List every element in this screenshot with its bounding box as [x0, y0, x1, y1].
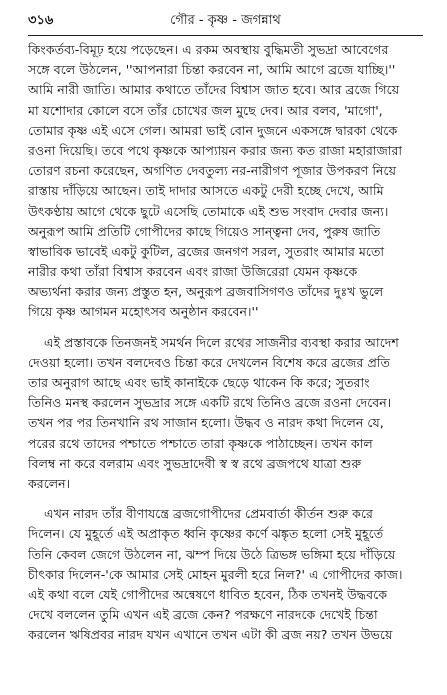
text-line: রাস্তায় দাঁড়িয়ে আছেন। তাই দাদার আসতে একটু দেরী হচ্ছে দেখে, আমি: [28, 183, 384, 199]
page-header: [28, 11, 423, 33]
text-line: পরের রথে তাদের পশ্চাতে পশ্চাতে তারা কৃষ্ণকে পাঠাচ্ছেন। তখন কাল: [28, 435, 373, 451]
text-line: তার অনুরাগ আছে এবং ভাই কানাইকে ছেড়ে থাকেন কি করে; সুতরাং: [28, 375, 370, 390]
text-line: এই কথা বলে যেই গোপীদের অন্বেষণে ধাবিত হবেন, ঠিক তখনই উদ্ধবকে: [28, 586, 388, 602]
text-line: তিনি কেবল জেগে উঠলেন না, ঝম্প দিয়ে উঠে ত্রিভঙ্গ ভঙ্গিমা হয়ে দাঁড়িয়ে: [28, 546, 396, 562]
paragraph-1: [28, 40, 423, 323]
text-line: তিনিও মনস্থ করলেন সুভদ্রার সঙ্গে একটি রথে তিনিও ব্রজে রওনা দেবেন।: [28, 395, 392, 411]
paragraph-3: [28, 504, 423, 645]
paragraph-2: [28, 333, 423, 495]
text-line: রওনা দিয়েছি। তবে পথে কৃষ্ণকে আপ্যায়ন করার জন্য কত রাজা মহারাজারা: [28, 142, 403, 158]
body-text: [28, 40, 423, 645]
text-line: অনুরূপ আমি প্রতিটি গোপীদের কাছে গিয়েও সান্ত্বনা দেব, পুরুষ জাতি: [28, 223, 381, 239]
text-line: করলেন।: [28, 475, 71, 491]
text-line: সঙ্গে বলে উঠলেন, ''আপনারা চিন্তা করবেন না, আমি আগে ব্রজে যাচ্ছি।'': [28, 62, 396, 78]
text-line: আমি নারী জাতি। আমার কথাতে তাঁদের বিশ্বাস জাত হবে। আর ব্রজে গিয়ে: [28, 82, 400, 98]
text-line: অভ্যর্থনা করার জন্য প্রস্তুত হন, অনুরূপ ব্রজবাসিগণও তাঁদের দুঃখ ভুলে: [28, 284, 384, 300]
text-line: দেওয়া হলো। তখন বলদেবও চিন্তা করে দেখলেন বিশেষ করে ব্রজের প্রতি: [28, 354, 390, 370]
header-rule: [28, 35, 423, 36]
text-line: তখন পর পর তিনখানি রথ সাজান হলো। উদ্ধব ও নারদ কথা দিলেন যে,: [28, 415, 384, 431]
text-line: কিংকর্তব্য-বিমূঢ় হয়ে পড়েছেন। এ রকম অবস্থায় বুদ্ধিমতী সুভদ্রা আবেগের: [28, 42, 389, 57]
text-line: গিয়ে কৃষ্ণ আগমন মহোৎসব অনুষ্ঠান করবেন।'': [28, 304, 259, 320]
text-line: দেখে বললেন তুমি এখন এই ব্রজে কেন? পরক্ষণে নারদকে দেখেই চিন্তা: [28, 607, 378, 623]
text-line: এখন নারদ তাঁর বীণাযন্ত্রে ব্রজগোপীদের প্রেমবার্তা কীর্তন শুরু করে: [44, 506, 373, 522]
text-line: স্বাভাবিক ভাবেই একটু কুটিল, ব্রজের জনগণ সরল, সুতরাং আমার মতো: [28, 243, 385, 259]
running-title: গৌর - কৃষ্ণ - জগন্নাথ: [170, 13, 281, 28]
text-line: তোরণ রচনা করেছেন, অগণিত দেবতুল্য নর-নারীগণ পূজার উপকরণ নিয়ে: [28, 163, 396, 179]
text-line: দিলেন। যে মুহূর্তে এই অপ্রাকৃত ধ্বনি কৃষ্ণের কর্ণে ঝঙ্কৃত হলো সেই মুহূর্তে: [28, 526, 384, 542]
page-number: ৩১৬: [28, 13, 54, 28]
text-line: মা যশোদার কোলে বসে তাঁর চোখের জল মুছে দেব। আর বলব, 'মাগো',: [28, 102, 383, 118]
text-line: বিলম্ব না করে বলরাম এবং সুভদ্রাদেবী স্ব স্ব রথে ব্রজপথে যাত্রা শুরু: [28, 455, 362, 471]
text-line: চীৎকার দিলেন-'কে আমার সেই মোহন মুরলী হরে নিল?' এ গোপীদের কাজ।: [28, 566, 403, 582]
text-line: এই প্রস্তাবকে তিনজনই সমর্থন দিলে রথের সাজনীর ব্যবস্থা করার আদেশ: [44, 334, 399, 350]
text-line: উৎকণ্ঠায় আগে থেকে ছুটে এসেছি তোমাকে এই শুভ সংবাদ দেবার জন্য।: [28, 203, 389, 219]
text-line: তোমার কৃষ্ণ এই এসে গেল। আমরা ভাই বোন দুজনে একসঙ্গে দ্বারকা থেকে: [28, 122, 398, 138]
text-line: নারীর কথা তাঁরা বিশ্বাস করবেন এবং রাজা উজিরেরা যেমন কৃষ্ণকে: [28, 264, 358, 280]
text-line: করলেন ঋষিপ্রবর নারদ যখন এখানে তখন এটা কী ব্রজ নয়? তখন উভয়ে: [28, 627, 393, 643]
